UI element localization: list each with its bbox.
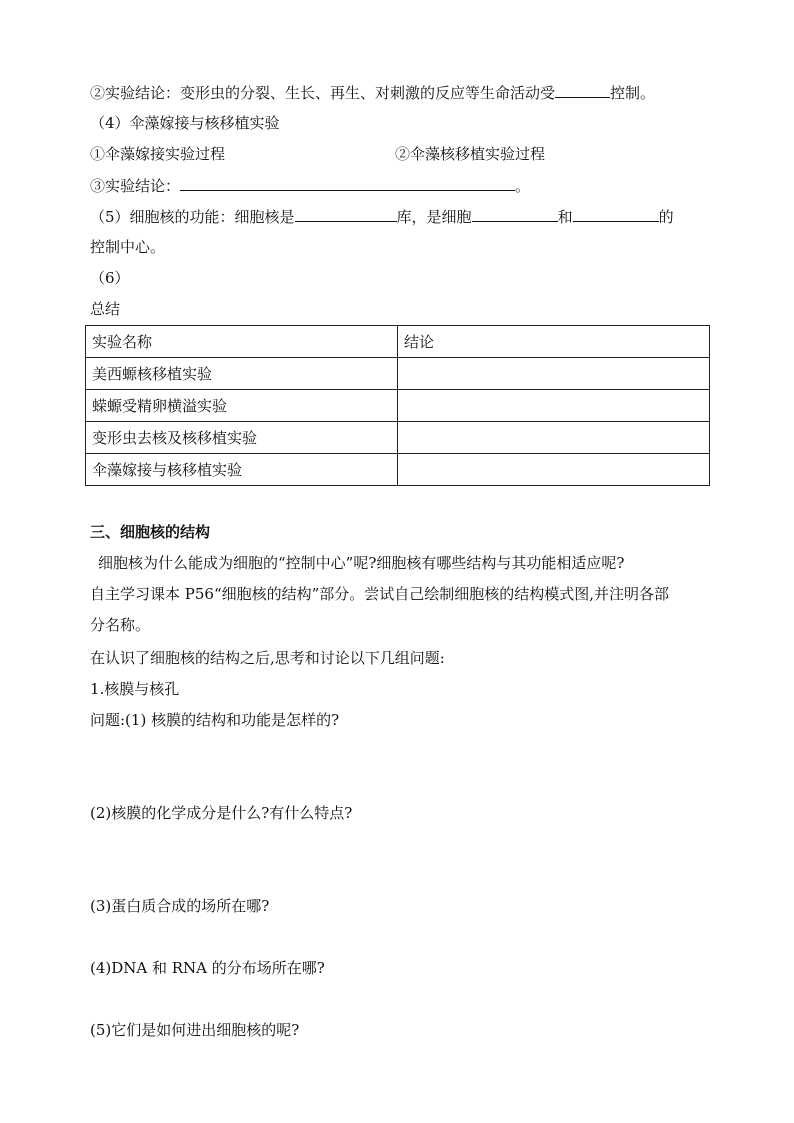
heading-5-continuation: 控制中心。 (90, 238, 166, 256)
heading-6: （6） (90, 269, 130, 287)
heading-4: （4）伞藻嫁接与核移植实验 (90, 114, 280, 132)
conclusion-cell[interactable] (398, 390, 710, 422)
heading-5-text-b: 库，是细胞 (396, 208, 472, 226)
table-row (86, 390, 710, 422)
heading-5-text-a: （5）细胞核的功能：细胞核是 (90, 208, 295, 226)
experiment-name-cell: 伞藻嫁接与核移植实验 (86, 454, 398, 486)
section-3-intro: 细胞核为什么能成为细胞的“控制中心”呢?细胞核有哪些结构与其功能相适应呢? (98, 554, 625, 572)
experiment-name-cell: 蝾螈受精卵横溢实验 (86, 390, 398, 422)
item-3-end: 。 (515, 177, 531, 195)
question-5: (5)它们是如何进出细胞核的呢? (90, 1021, 300, 1039)
question-4: (4)DNA 和 RNA 的分布场所在哪? (90, 959, 325, 977)
question-3: (3)蛋白质合成的场所在哪? (90, 897, 270, 915)
table-row (86, 358, 710, 390)
task-line-1: 自主学习课本 P56“细胞核的结构”部分。尝试自己绘制细胞核的结构模式图,并注明各部 (90, 585, 670, 603)
task-line-2: 分名称。 (90, 616, 151, 634)
discussion-prompt: 在认识了细胞核的结构之后,思考和讨论以下几组问题: (90, 649, 445, 667)
question-2: (2)核膜的化学成分是什么?有什么特点? (90, 804, 353, 822)
summary-table (85, 325, 710, 486)
item-3-text: ③实验结论： (90, 177, 181, 195)
question-1: 问题:(1) 核膜的结构和功能是怎样的? (90, 711, 340, 729)
item-2: ②伞藻核移植实验过程 (395, 145, 546, 163)
fill-blank[interactable] (573, 206, 659, 222)
subheading-membrane-pores: 1.核膜与核孔 (90, 680, 180, 698)
fill-blank[interactable] (472, 206, 558, 222)
section-3-title: 三、细胞核的结构 (90, 523, 211, 541)
summary-label: 总结 (90, 300, 121, 318)
header-conclusion: 结论 (398, 326, 710, 358)
fill-blank[interactable] (180, 175, 515, 191)
conclusion-cell[interactable] (398, 454, 710, 486)
heading-5 (90, 206, 674, 227)
item-1: ①伞藻嫁接实验过程 (90, 145, 226, 163)
header-experiment-name: 实验名称 (86, 326, 398, 358)
table-row (86, 422, 710, 454)
fill-blank[interactable] (295, 206, 397, 222)
conclusion-cell[interactable] (398, 422, 710, 454)
conclusion-cell[interactable] (398, 358, 710, 390)
experiment-name-cell: 美西螈核移植实验 (86, 358, 398, 390)
table-header-row (86, 326, 710, 358)
heading-5-text-d: 的 (658, 208, 674, 226)
table-row (86, 454, 710, 486)
heading-5-text-c: 和 (557, 208, 573, 226)
conclusion-text-b: 控制。 (610, 84, 656, 102)
fill-blank[interactable] (555, 82, 610, 98)
experiment-name-cell: 变形虫去核及核移植实验 (86, 422, 398, 454)
item-3 (90, 175, 530, 196)
conclusion-line-amoeba (90, 82, 655, 103)
conclusion-text-a: ②实验结论：变形虫的分裂、生长、再生、对刺激的反应等生命活动受 (90, 84, 556, 102)
